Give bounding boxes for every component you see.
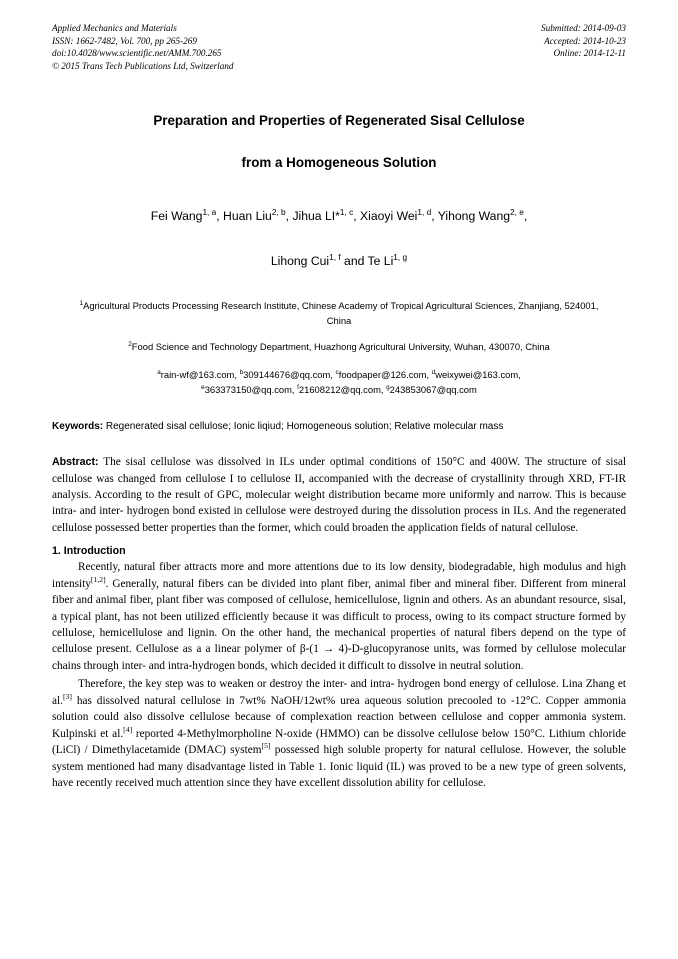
author-name-1: , Huan Liu [216, 208, 272, 223]
author-name-b-sup-1: 1, g [393, 252, 408, 263]
keywords-block [52, 419, 626, 434]
affiliation-1-marker: 1 [79, 299, 84, 307]
email-2-text-2: 243853067@qq.com [389, 383, 477, 395]
author-name-sup-0: 1, a [202, 206, 217, 217]
intro-p1-seg-sup-0: [1,2] [90, 574, 106, 584]
email-2-text-1: 21608212@qq.com, [298, 383, 387, 395]
affiliation-1 [52, 298, 626, 328]
author-name-5: , [523, 208, 528, 223]
intro-p2-seg-3: possessed high soluble property for natural cellulose. However, the soluble system mentioned had many disadvantage listed in Table 1. Ionic liquid (IL) was proved to be a new type of green solvents, have recently received much attention since they have excellent dissolution ability for cellulose. [52, 744, 626, 790]
affiliation-2-marker: 2 [128, 341, 132, 349]
author-name-sup-3: 1, d [417, 206, 432, 217]
author-name-b-0: Lihong Cui [270, 254, 330, 269]
author-name-b-1: and Te Li [340, 254, 394, 269]
author-name-sup-2: 1, c [339, 206, 354, 217]
author-name-3: , Xiaoyi Wei [353, 208, 418, 223]
email-line-2 [52, 382, 626, 397]
email-1-text-2: foodpaper@126.com, [338, 368, 432, 380]
intro-p2-seg-0: Therefore, the key step was to weaken or destroy the inter- and intra- hydrogen bond energy of cellulose. Lina Zhang et al. [52, 678, 626, 707]
email-1-marker-1: b [239, 368, 244, 376]
email-1-marker-2: c [335, 368, 339, 376]
title-line-2: from a Homogeneous Solution [241, 154, 437, 170]
author-line-1 [52, 207, 626, 227]
email-2-marker-0: e [201, 383, 205, 391]
email-1-marker-3: d [431, 368, 436, 376]
email-2-text-0: 363373150@qq.com, [204, 383, 298, 395]
date-online: Online: 2014-12-11 [553, 48, 626, 59]
intro-p1-seg-1: . Generally, natural fibers can be divided into plant fiber, animal fiber and mineral fiber. Different from mineral fiber and animal fiber, plant fiber was composed of cellulose, hemicellulose, lignin and others. As an abundant resource, sisal, a typical plant, has not been utilized efficiently because it was difficult to process, owing to its compact structure formed by cellulose, hemicellulose and lignin. On the other hand, the mechanical properties of natural fibers depend on the type of cellulose present. Cellulose as a a linear polymer of β-(1 → 4)-D-glucopyranose units, was formed by cellulose molecular chains through inter- and intra-hydrogen bonds, which decided it difficult to dissolve in neutral solution. [52, 577, 626, 672]
date-submitted: Submitted: 2014-09-03 [541, 23, 626, 33]
affiliation-2-text: Food Science and Technology Department, Huazhong Agricultural University, Wuhan, 430070, China [131, 341, 550, 353]
affiliations [52, 298, 626, 397]
affiliation-1-text: Agricultural Products Processing Research Institute, Chinese Academy of Tropical Agricultural Sciences, Zhanjiang, 524001, China [83, 300, 599, 327]
author-list [52, 207, 626, 272]
intro-p2-seg-sup-1: [4] [123, 725, 133, 735]
intro-p2-seg-sup-2: [5] [261, 741, 271, 751]
page-header [52, 22, 626, 73]
author-emails [52, 367, 626, 397]
keywords-label: Keywords: [52, 421, 104, 433]
email-1-text-3: weixywei@163.com, [435, 368, 521, 380]
keywords-text: Regenerated sisal cellulose; Ionic liqiud; Homogeneous solution; Relative molecular mass [103, 421, 504, 433]
email-1-text-1: 309144676@qq.com, [243, 368, 336, 380]
journal-copyright: © 2015 Trans Tech Publications Ltd, Switzerland [52, 61, 234, 72]
author-name-b-sup-0: 1, f [329, 252, 341, 263]
affiliation-2 [52, 339, 626, 354]
journal-name: Applied Mechanics and Materials [52, 23, 177, 33]
email-1-marker-0: a [157, 368, 161, 376]
email-line-1 [52, 367, 626, 382]
page-title [52, 111, 626, 173]
date-accepted: Accepted: 2014-10-23 [544, 35, 626, 46]
journal-info [52, 22, 233, 73]
abstract-label: Abstract: [52, 456, 99, 469]
journal-issn-volume: ISSN: 1662-7482, Vol. 700, pp 265-269 [52, 35, 197, 46]
abstract-block [52, 454, 626, 536]
intro-p2-seg-2: reported 4-Methylmorpholine N-oxide (HMMO) can be dissolve cellulose below 150°C. Lithium chloride (LiCl) / Dimethylacetamide (DMAC) system [52, 727, 627, 757]
email-2-marker-1: f [297, 383, 299, 391]
intro-paragraph-2 [52, 676, 626, 791]
section-heading-introduction: 1. Introduction [52, 545, 126, 558]
intro-p2-seg-1: has dissolved natural cellulose in 7wt% NaOH/12wt% urea aqueous solution precooled to -12°C. Copper ammonia solution could also dissolve cellulose because of complexation reaction between cellulose and copper ammonia system. Kulpinski et al. [52, 694, 626, 740]
journal-doi: doi:10.4028/www.scientific.net/AMM.700.265 [52, 48, 222, 59]
submission-dates [541, 22, 626, 60]
abstract-text: The sisal cellulose was dissolved in ILs under optimal conditions of 150°C and 400W. The structure of sisal cellulose was changed from cellulose I to cellulose II, accompanied with the decrease of crystallinity through XRD, FT-IR analysis. According to the result of GPC, molecular weight distribution became more uniformly and narrow. This is because intra- and inter- hydrogen bond existed in cellulose were destroyed during the dissolution process in ILs. And the regenerated cellulose possessed better properties than the former, which could broaden the application fields of natural cellulose. [52, 456, 626, 534]
author-name-sup-1: 2, b [271, 206, 286, 217]
email-1-text-0: rain-wf@163.com, [160, 368, 240, 380]
intro-p2-seg-sup-0: [3] [62, 692, 72, 702]
intro-p1-seg-0: Recently, natural fiber attracts more and more attentions due to its low density, biodegradable, high modulus and high intensity [52, 561, 626, 590]
author-name-4: , Yihong Wang [431, 208, 511, 223]
title-line-1: Preparation and Properties of Regenerated Sisal Cellulose [153, 112, 525, 128]
author-line-2 [52, 252, 626, 272]
email-2-marker-2: g [386, 383, 390, 391]
author-name-sup-4: 2, e [510, 206, 524, 217]
author-name-0: Fei Wang [150, 208, 203, 223]
intro-paragraph-1 [52, 559, 626, 674]
author-name-2: , Jihua LI* [285, 208, 340, 223]
